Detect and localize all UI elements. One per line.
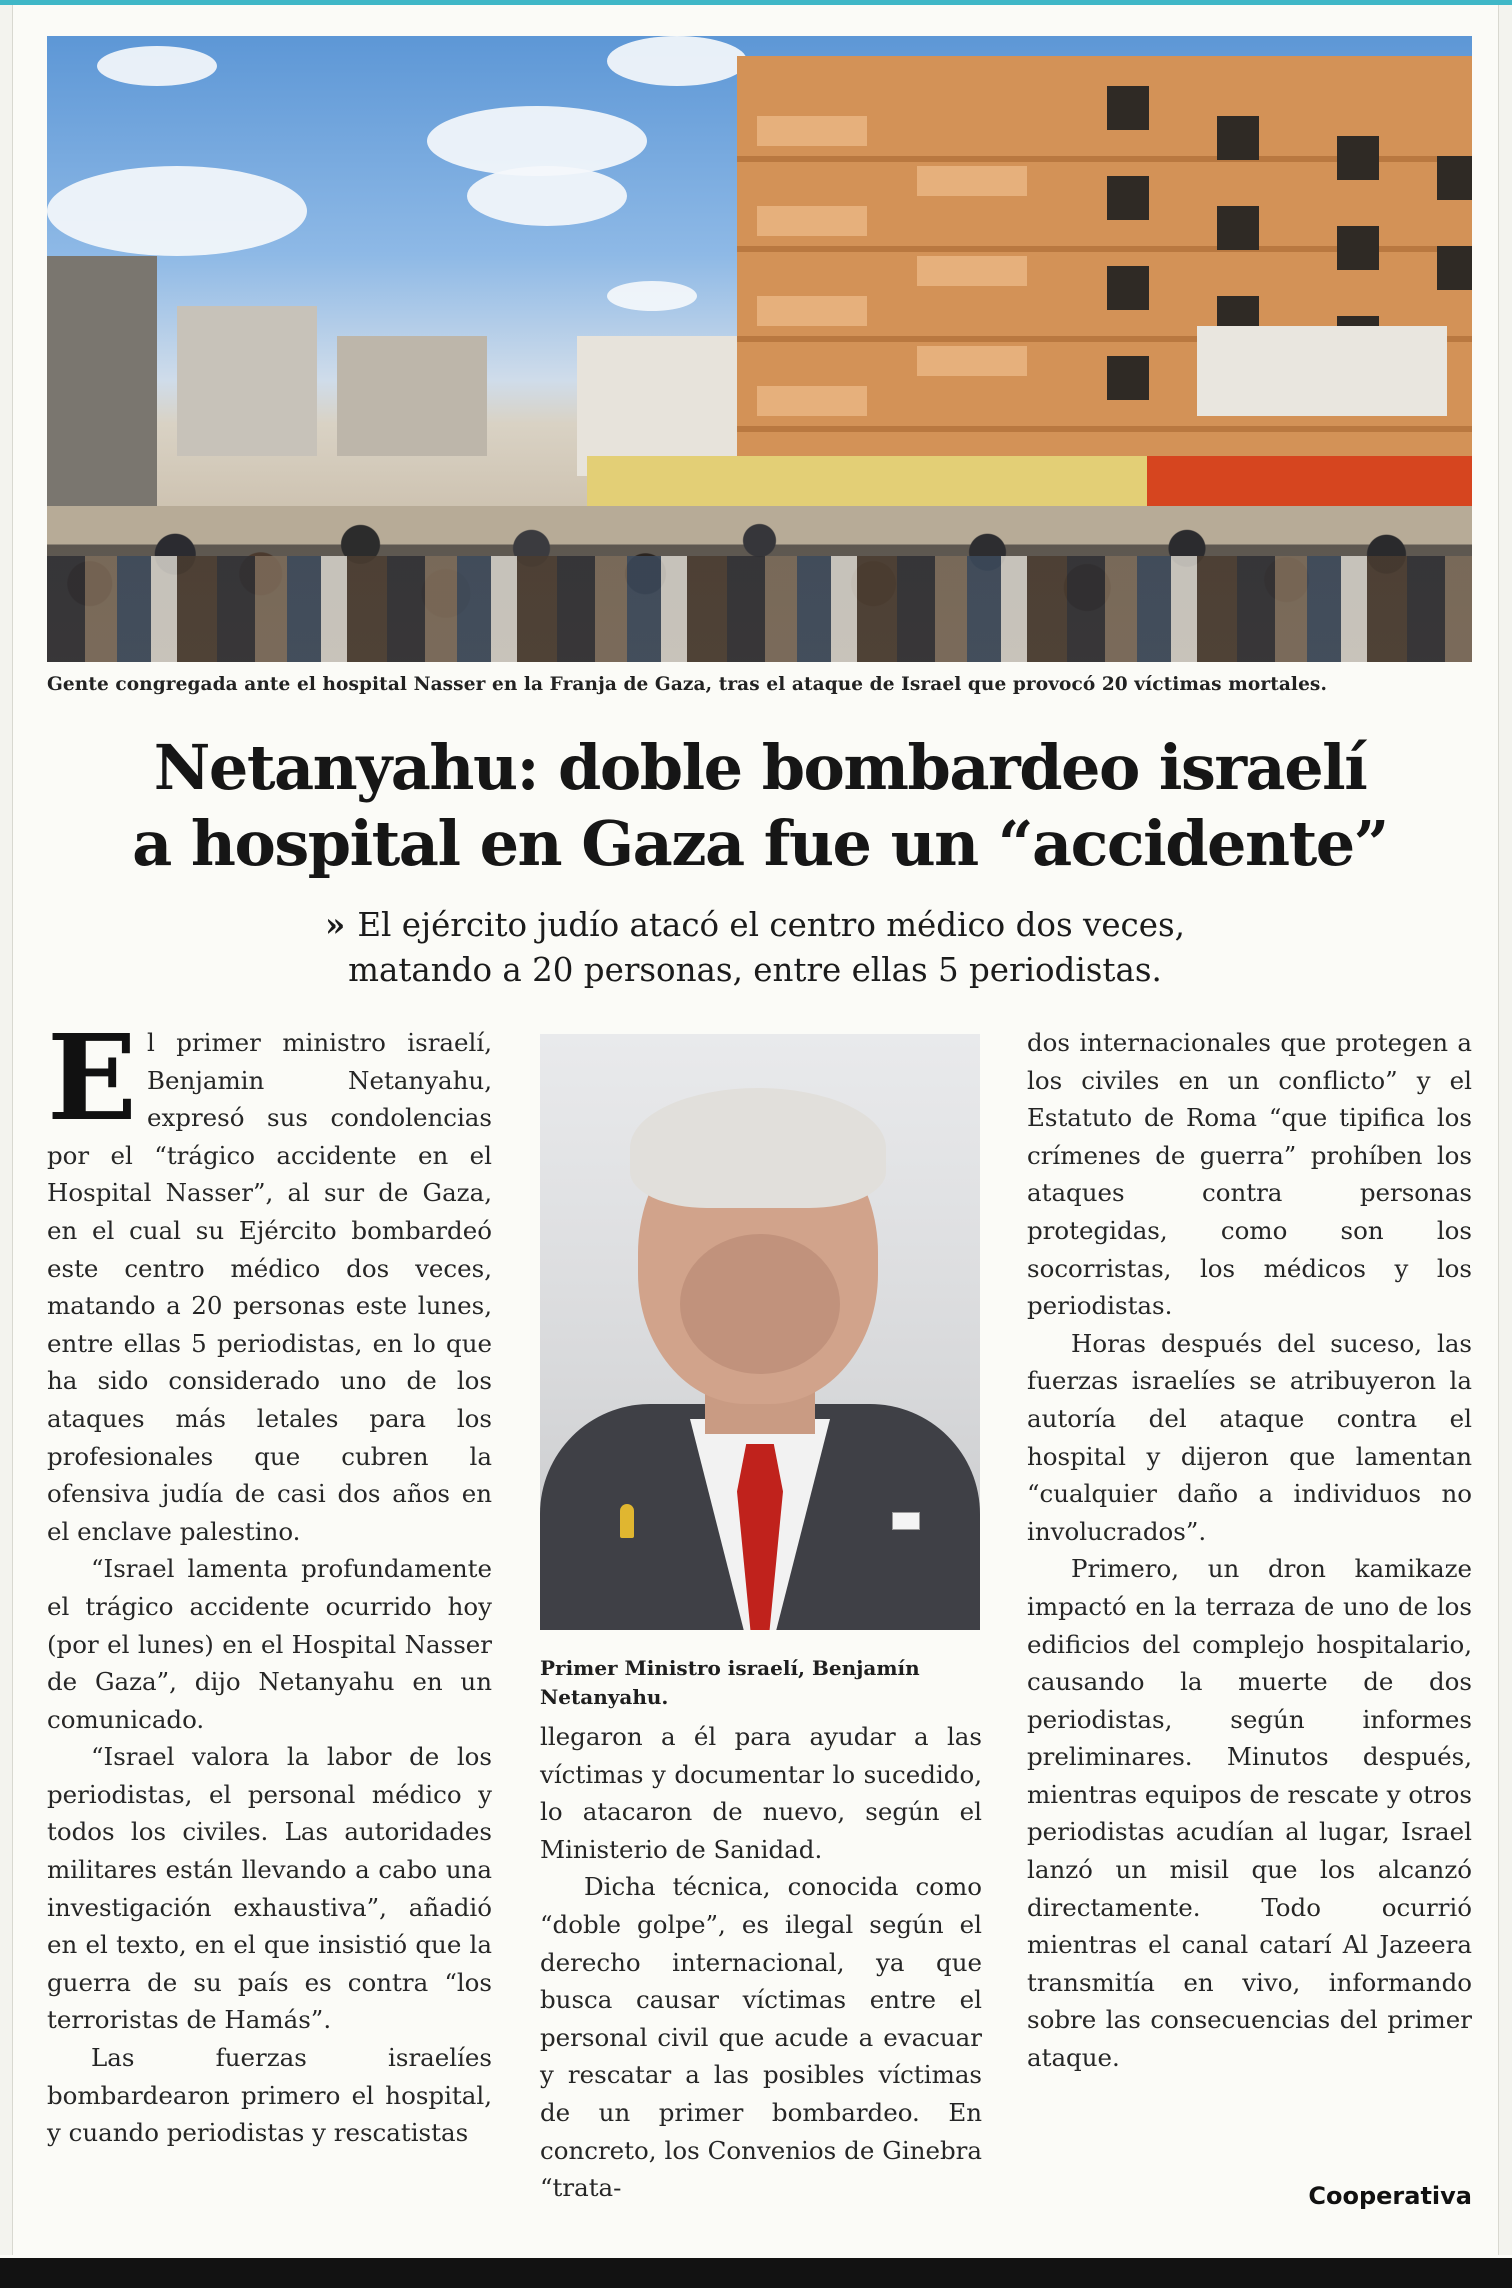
paragraph-7: dos internacionales que protegen a los civiles en un conflicto” y el Estatuto de Roma “que tipifica los crímenes de guerra” prohíben los ataques contra personas protegidas, como son los socorristas, los médicos y los periodistas. [1027,1028,1472,1321]
hospital-crowd-photo [47,36,1472,662]
paragraph-5: llegaron a él para ayudar a las víctimas y documentar lo sucedido, lo atacaron de nuevo, según el Ministerio de Sanidad. [540,1722,982,1864]
bullet-arrow-icon: » [325,905,346,944]
paragraph-2: “Israel lamenta profundamente el trágico accidente ocurrido hoy (por el lunes) en el Hospital Nasser de Gaza”, dijo Netanyahu en un comunicado. [47,1554,492,1734]
article-column-2 [540,1718,982,2207]
headline [60,730,1460,882]
article-column-1 [47,1008,492,2152]
portrait-caption: Primer Ministro israelí, Benjamín Netanyahu. [540,1656,920,1709]
article-column-3 [1027,1024,1472,2077]
adjacent-page-edge-left [0,5,13,2255]
netanyahu-portrait-photo [540,1034,980,1630]
drop-cap: E [47,1008,137,1147]
paragraph-4: Las fuerzas israelíes bombardearon primero el hospital, y cuando periodistas y rescatistas [47,2043,492,2148]
paragraph-6: Dicha técnica, conocida como “doble golpe”, es ilegal según el derecho internacional, ya que busca causar víctimas entre el personal civil que acude a evacuar y rescatar a las posibles víctimas de un primer bombardeo. En concreto, los Convenios de Ginebra “trata- [540,1872,982,2203]
paragraph-9: Primero, un dron kamikaze impactó en la terraza de uno de los edificios del complejo hospitalario, causando la muerte de dos periodistas, según informes preliminares. Minutos después, mientras equipos de rescate y otros periodistas acudían al lugar, Israel lanzó un misil que los alcanzó directamente. Todo ocurrió mientras el canal catarí Al Jazeera transmitía en vivo, informando sobre las consecuencias del primer ataque. [1027,1554,1472,2073]
photo-caption: Gente congregada ante el hospital Nasser en la Franja de Gaza, tras el ataque de Israel que provocó 20 víctimas mortales. [47,674,1327,695]
subhead-line-1: El ejército judío atacó el centro médico dos veces, [357,906,1185,944]
page-bottom-bar [0,2258,1512,2288]
headline-line-1: Netanyahu: doble bombardeo israelí [153,731,1367,804]
headline-line-2: a hospital en Gaza fue un “accidente” [132,807,1388,880]
page-top-rule [0,0,1512,5]
paragraph-1: l primer ministro israelí, Benjamin Netanyahu, expresó sus condolencias por el “trágico accidente en el Hospital Nasser”, al sur de Gaza, en el cual su Ejército bombardeó este centro médico dos veces, matando a 20 personas este lunes, entre ellas 5 periodistas, en lo que ha sido considerado uno de los ataques más letales para los profesionales que cubren la ofensiva judía de casi dos años en el enclave palestino. [47,1028,492,1546]
source-credit: Cooperativa [1308,2182,1472,2210]
paragraph-8: Horas después del suceso, las fuerzas israelíes se atribuyeron la autoría del ataque contra el hospital y dijeron que lamentan “cualquier daño a individuos no involucrados”. [1027,1328,1472,1546]
subheadline [200,902,1310,993]
subhead-line-2: matando a 20 personas, entre ellas 5 periodistas. [348,951,1162,989]
paragraph-3: “Israel valora la labor de los periodistas, el personal médico y todos los civiles. Las autoridades militares están llevando a cabo una investigación exhaustiva”, añadió en el texto, en el que insistió que la guerra de su país es contra “los terroristas de Hamás”. [47,1742,492,2035]
adjacent-page-edge-right [1498,5,1512,2255]
